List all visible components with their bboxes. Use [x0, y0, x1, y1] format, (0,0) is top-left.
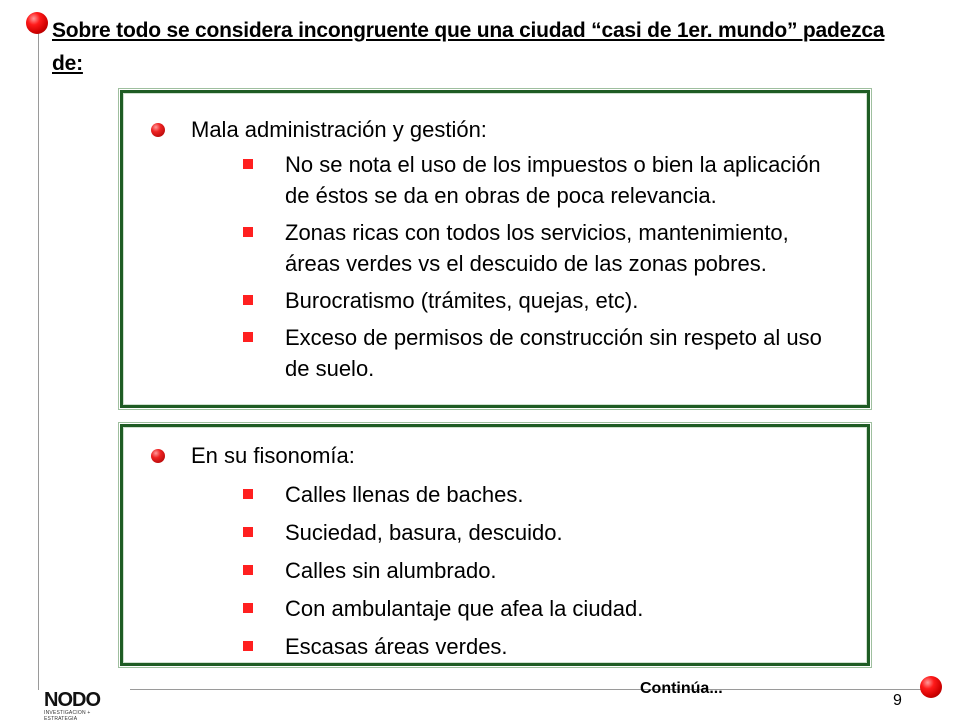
section-item-list — [243, 149, 843, 390]
continue-label: Continúa... — [640, 680, 723, 697]
logo-wordmark: NODO — [44, 689, 100, 711]
red-square-bullet-icon — [243, 489, 253, 499]
list-item-text: Con ambulantaje que afea la ciudad. — [285, 596, 644, 621]
list-item — [243, 593, 843, 624]
section-heading — [151, 441, 355, 471]
list-item — [243, 631, 843, 662]
list-item-text: Escasas áreas verdes. — [285, 634, 508, 659]
section-box-physiognomy — [120, 424, 870, 666]
section-heading-text: Mala administración y gestión: — [191, 117, 487, 142]
list-item — [243, 479, 843, 510]
list-item — [243, 555, 843, 586]
list-item-text: Suciedad, basura, descuido. — [285, 520, 563, 545]
nodo-logo — [44, 690, 118, 718]
list-item-text: Burocratismo (trámites, quejas, etc). — [285, 288, 639, 313]
list-item — [243, 285, 843, 316]
list-item — [243, 517, 843, 548]
page-number: 9 — [893, 692, 902, 709]
slide-title: Sobre todo se considera incongruente que una ciudad “casi de 1er. mundo” padezca de: — [52, 19, 885, 75]
red-square-bullet-icon — [243, 603, 253, 613]
red-ball-bullet-icon — [151, 449, 165, 463]
red-square-bullet-icon — [243, 159, 253, 169]
list-item-text: Calles llenas de baches. — [285, 482, 524, 507]
red-square-bullet-icon — [243, 295, 253, 305]
list-item-text: No se nota el uso de los impuestos o bien la aplicación de éstos se da en obras de poca relevancia. — [285, 152, 821, 208]
red-square-bullet-icon — [243, 565, 253, 575]
section-heading — [151, 115, 487, 145]
section-heading-text: En su fisonomía: — [191, 443, 355, 468]
red-ball-icon — [26, 12, 48, 34]
red-ball-bullet-icon — [151, 123, 165, 137]
section-box-administration — [120, 90, 870, 408]
red-square-bullet-icon — [243, 641, 253, 651]
frame-line-left — [38, 30, 39, 690]
red-square-bullet-icon — [243, 527, 253, 537]
section-item-list — [243, 479, 843, 669]
list-item — [243, 149, 843, 211]
list-item-text: Zonas ricas con todos los servicios, mantenimiento, áreas verdes vs el descuido de las zonas pobres. — [285, 220, 789, 276]
list-item-text: Exceso de permisos de construcción sin respeto al uso de suelo. — [285, 325, 822, 381]
red-square-bullet-icon — [243, 227, 253, 237]
logo-subtext: INVESTIGACION + ESTRATEGIA — [44, 710, 91, 720]
red-square-bullet-icon — [243, 332, 253, 342]
list-item-text: Calles sin alumbrado. — [285, 558, 497, 583]
frame-line-bottom — [130, 689, 930, 690]
red-ball-icon — [920, 676, 942, 698]
list-item — [243, 322, 843, 384]
list-item — [243, 217, 843, 279]
